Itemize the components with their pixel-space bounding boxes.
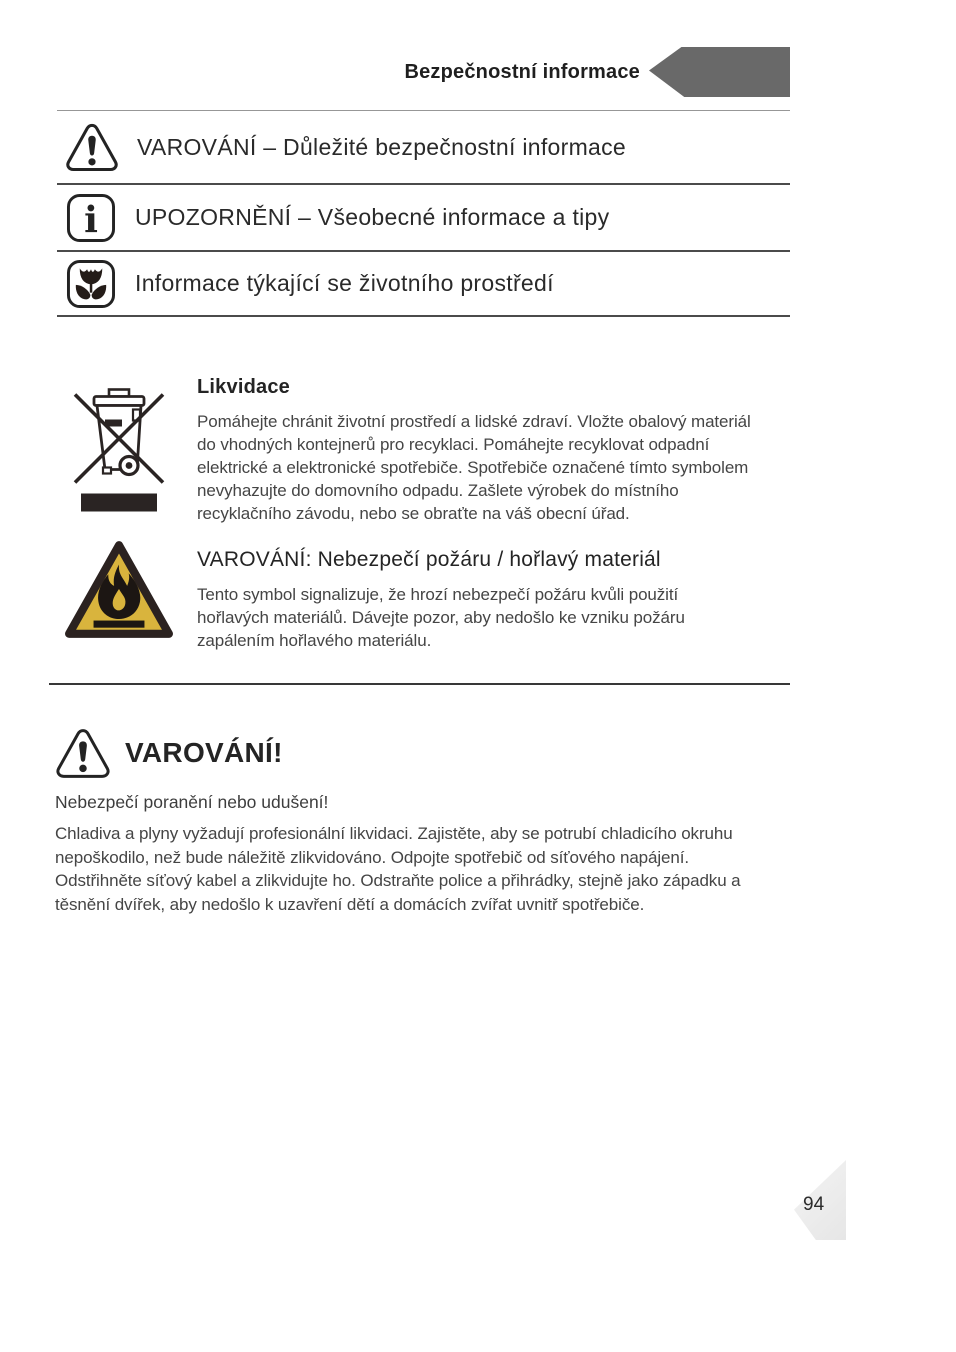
fire-warning-heading: VAROVÁNÍ: Nebezpečí požáru / hořlavý materiál [197,548,661,571]
page-title: Bezpečnostní informace [404,60,640,83]
legend-label: Informace týkající se životního prostředí [135,270,554,296]
divider [49,683,790,685]
svg-text:i: i [84,198,98,242]
legend-row-environment [57,252,790,317]
legend-row-warning [57,111,790,185]
weee-crossed-out-bin-icon [69,380,169,518]
disposal-heading: Likvidace [197,376,290,398]
disposal-icon-column [57,376,197,525]
warning-triangle-icon [55,723,111,783]
legend-row-note [57,185,790,252]
injury-warning-body: Chladiva a plyny vyžadují profesionální likvidaci. Zajistěte, aby se potrubí chladicího okruhu nepoškodilo, než bude náležitě zlikvidováno. Odpojte spotřebič od síťového napájení. Odstřihněte síťový kabel a zlikvidujte ho. Odstraňte police a přihrádky, stejně jako západku a těsnění dvířek, aby nedošlo k uzavření dětí a domácích zvířat uvnitř spotřebiče. [55,824,741,914]
info-icon [65,192,117,244]
legend-table [57,111,790,317]
injury-warning-header [55,722,792,784]
flammable-material-warning-icon [63,538,175,642]
injury-warning-heading: VAROVÁNÍ! [125,737,283,768]
fire-warning-section [57,538,790,652]
legend-label: VAROVÁNÍ – Důležité bezpečnostní informace [137,133,627,160]
disposal-body: Pomáhejte chránit životní prostředí a lidské zdraví. Vložte obalový materiál do vhodných kontejnerů pro recyklaci. Pomáhejte recyklovat odpadní elektrické a elektronické spotřebiče. Spotřebiče označené tímto symbolem nevyhazujte do domovního odpadu. Zašlete výrobek do místního recyklačního závodu, nebo se obraťte na váš obecní úřad. [197,412,751,523]
section-tab-arrow-icon [649,47,790,97]
page-number: 94 [803,1194,825,1215]
fire-icon-column [57,538,197,652]
injury-warning-subheading: Nebezpečí poranění nebo udušení! [55,792,329,812]
disposal-text-column [197,376,757,525]
warning-triangle-icon [65,121,119,173]
environment-flower-icon [65,258,117,310]
injury-warning-section [55,722,792,916]
fire-text-column [197,538,741,652]
disposal-section [57,376,790,525]
fire-warning-body: Tento symbol signalizuje, že hrozí nebezpečí požáru kvůli použití hořlavých materiálů. Dávejte pozor, aby nedošlo ke vzniku požáru zapálením hořlavého materiálu. [197,585,685,650]
page-header [57,46,790,98]
legend-label: UPOZORNĚNÍ – Všeobecné informace a tipy [135,204,610,230]
